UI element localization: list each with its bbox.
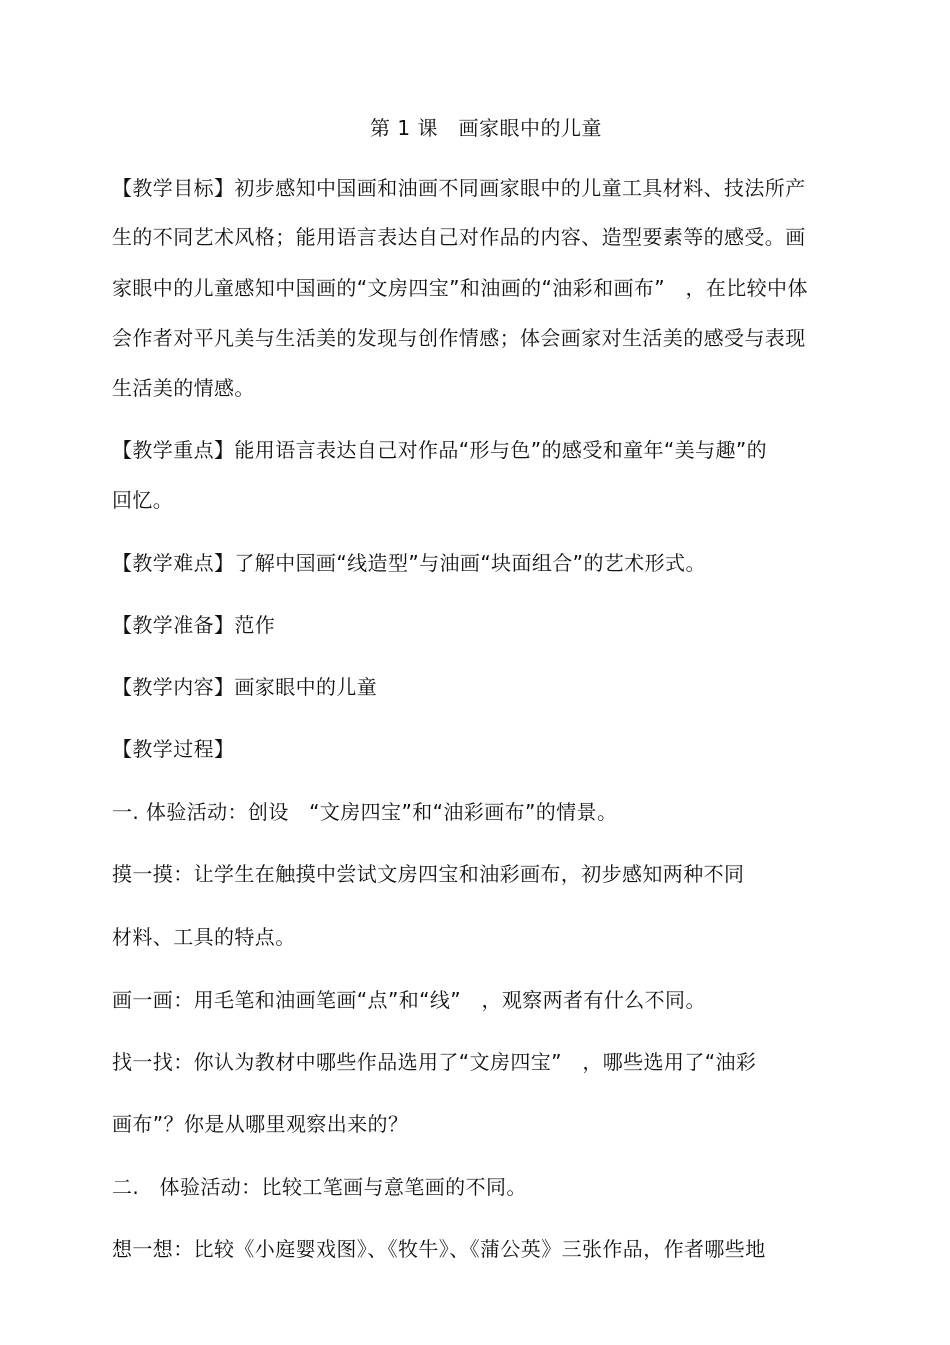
objective-line-3: 家眼中的儿童感知中国画的“文房四宝”和油画的“油彩和画布” ，在比较中体 [112,276,808,300]
objective-line-2: 生的不同艺术风格；能用语言表达自己对作品的内容、造型要素等的感受。画 [112,225,806,249]
find-line-2: 画布”？你是从哪里观察出来的？ [112,1112,409,1136]
think-line: 想一想：比较《小庭婴戏图》、《牧牛》、《蒲公英》三张作品，作者哪些地 [112,1237,766,1261]
process-heading: 【教学过程】 [112,737,235,761]
lesson-title: 第 1 课 画家眼中的儿童 [370,116,602,140]
touch-line-2: 材料、工具的特点。 [112,925,296,949]
objective-line-4: 会作者对平凡美与生活美的发现与创作情感；体会画家对生活美的感受与表现 [112,326,806,350]
draw-line: 画一画：用毛笔和油画笔画“点”和“线” ，观察两者有什么不同。 [112,988,706,1012]
key-point-line-1: 【教学重点】能用语言表达自己对作品“形与色”的感受和童年“美与趣”的 [112,438,768,462]
find-line-1: 找一找：你认为教材中哪些作品选用了“文房四宝” ，哪些选用了“油彩 [112,1050,757,1074]
key-point-line-2: 回忆。 [112,488,174,512]
activity-2-heading: 二. 体验活动：比较工笔画与意笔画的不同。 [112,1175,527,1199]
activity-1-heading: 一. 体验活动：创设 “文房四宝”和“油彩画布”的情景。 [112,800,618,824]
objective-line-1: 【教学目标】初步感知中国画和油画不同画家眼中的儿童工具材料、技法所产 [112,176,806,200]
preparation-line: 【教学准备】范作 [112,613,276,637]
difficulty-line: 【教学难点】了解中国画“线造型”与油画“块面组合”的艺术形式。 [112,551,706,575]
objective-line-5: 生活美的情感。 [112,376,255,400]
content-line: 【教学内容】画家眼中的儿童 [112,675,378,699]
touch-line-1: 摸一摸：让学生在触摸中尝试文房四宝和油彩画布，初步感知两种不同 [112,862,745,886]
